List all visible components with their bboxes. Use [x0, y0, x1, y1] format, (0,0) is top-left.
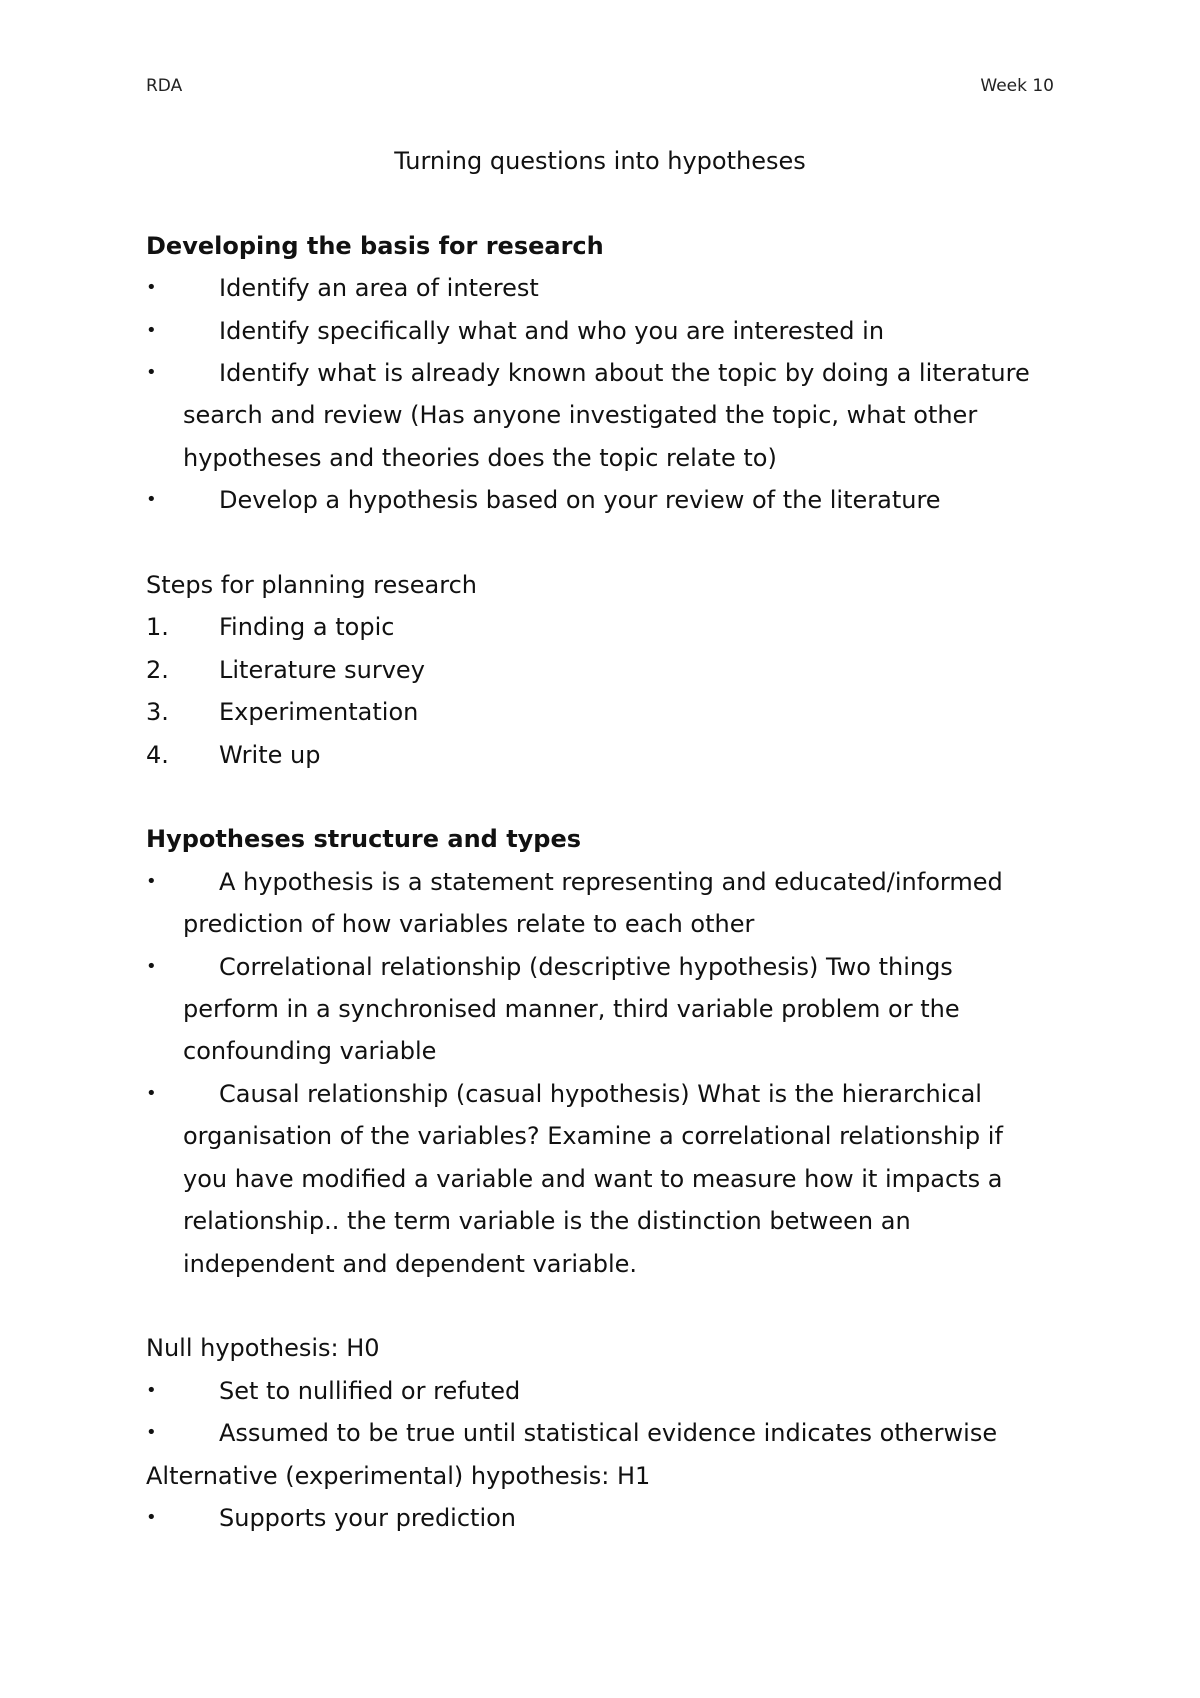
- blank-line: [146, 776, 1046, 818]
- bullet-icon: •: [146, 489, 157, 511]
- list-item-text: Assumed to be true until statistical evidence indicates otherwise: [219, 1419, 998, 1448]
- list-item: [146, 352, 1046, 479]
- list-item-text: Identify what is already known about the topic by doing a literature search and review (Has anyone investigated the topic, what other hypotheses and theories does the topic relate to): [183, 359, 1030, 472]
- list-item: [146, 267, 1046, 309]
- bullet-icon: •: [146, 870, 157, 892]
- list-item: [146, 1412, 1046, 1454]
- header-course-code: RDA: [146, 76, 183, 96]
- list-item-text: Causal relationship (casual hypothesis) What is the hierarchical organisation of the variables? Examine a correlational relationship if you have modified a variable and want to measure how it impacts a relationship.. the term variable is the distinction between an independent and dependent variable.: [183, 1079, 1003, 1278]
- list-item: [146, 734, 1046, 776]
- section-heading-steps: Steps for planning research: [146, 571, 478, 600]
- bullet-icon: •: [146, 955, 157, 977]
- document-body: [146, 140, 1046, 1539]
- step-number: 2.: [146, 655, 169, 684]
- list-item: [146, 479, 1046, 521]
- list-item-text: Set to nullified or refuted: [219, 1376, 521, 1405]
- header-week: Week 10: [980, 76, 1054, 96]
- list-item: [146, 1370, 1046, 1412]
- list-item-text: A hypothesis is a statement representing and educated/informed prediction of how variables relate to each other: [183, 867, 1003, 939]
- step-text: Finding a topic: [219, 613, 395, 642]
- list-item: [146, 310, 1046, 352]
- blank-line: [146, 182, 1046, 224]
- list-item-text: Correlational relationship (descriptive hypothesis) Two things perform in a synchronised manner, third variable problem or the confounding variable: [183, 952, 960, 1066]
- step-text: Literature survey: [219, 655, 425, 684]
- step-number: 4.: [146, 740, 169, 769]
- list-item-text: Identify specifically what and who you are interested in: [219, 316, 885, 345]
- section-heading-hypotheses: Hypotheses structure and types: [146, 825, 582, 854]
- list-item: [146, 1073, 1046, 1285]
- bullet-icon: •: [146, 319, 157, 341]
- null-hypothesis-list: [146, 1370, 1046, 1455]
- list-item-text: Develop a hypothesis based on your review of the literature: [219, 486, 941, 515]
- bullet-icon: •: [146, 362, 157, 384]
- alternative-hypothesis-heading: Alternative (experimental) hypothesis: H1: [146, 1461, 651, 1490]
- list-item: [146, 649, 1046, 691]
- list-item: [146, 1497, 1046, 1539]
- bullet-icon: •: [146, 277, 157, 299]
- list-item-text: Supports your prediction: [219, 1503, 517, 1532]
- step-text: Write up: [219, 740, 321, 769]
- step-number: 1.: [146, 613, 169, 642]
- list-item: [146, 606, 1046, 648]
- step-text: Experimentation: [219, 698, 419, 727]
- blank-line: [146, 522, 1046, 564]
- list-item: [146, 691, 1046, 733]
- steps-numbered-list: [146, 606, 1046, 776]
- null-hypothesis-heading: Null hypothesis: H0: [146, 1334, 380, 1363]
- bullet-icon: •: [146, 1082, 157, 1104]
- list-item: [146, 861, 1046, 946]
- list-item-text: Identify an area of interest: [219, 274, 539, 303]
- bullet-icon: •: [146, 1506, 157, 1528]
- document-title: Turning questions into hypotheses: [394, 147, 806, 175]
- blank-line: [146, 1285, 1046, 1327]
- page-header: [146, 76, 1054, 100]
- bullet-icon: •: [146, 1422, 157, 1444]
- section-heading-basis: Developing the basis for research: [146, 231, 604, 260]
- alternative-hypothesis-list: [146, 1497, 1046, 1539]
- step-number: 3.: [146, 698, 169, 727]
- basis-bullet-list: [146, 267, 1046, 521]
- bullet-icon: •: [146, 1379, 157, 1401]
- hypotheses-bullet-list: [146, 861, 1046, 1285]
- list-item: [146, 946, 1046, 1073]
